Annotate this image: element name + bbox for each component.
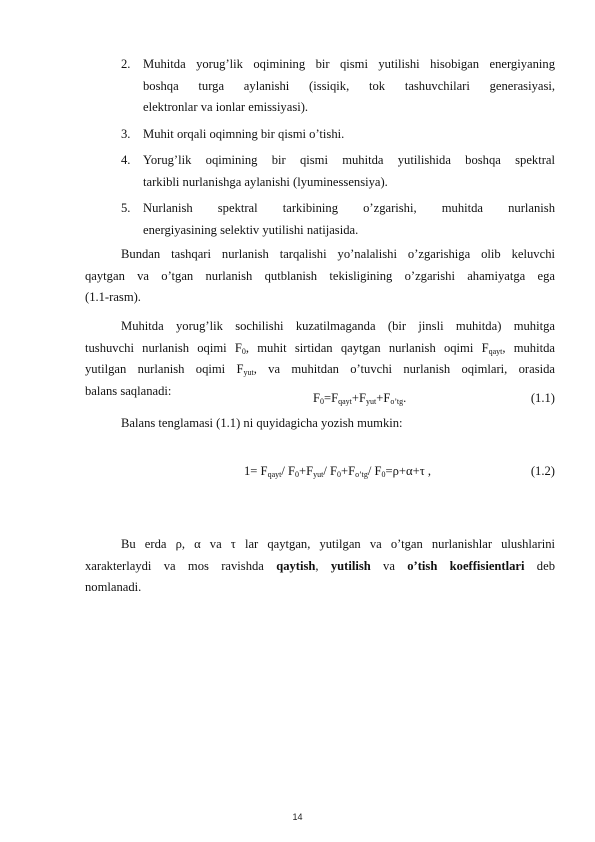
- equation-number: (1.1): [530, 391, 555, 405]
- equation-1-2: $1= F_{qayt}/$ $F_0+F_{yut}/$ $F_0+F_{o’tg}/$ $F_0=\rho+\alpha+\tau$ ,: [244, 464, 432, 479]
- list-line: elektronlar va ionlar emissiyasi).: [143, 100, 309, 115]
- paragraph-line: yutilgan nurlanish oqimi $F_{yut}$, va muhitdan o’tuvchi nurlanish oqimlari, orasida: [85, 362, 556, 378]
- paragraph-line: Muhitda yorug’lik sochilishi kuzatilmaganda (bir jinsli muhitda) muhitga: [121, 319, 555, 333]
- equation-1-1: $F_0=F_{qayt}+F_{yut}+F_{o’tg}$.: [313, 391, 407, 406]
- paragraph-line: tushuvchi nurlanish oqimi $F_0$, muhit sirtidan qaytgan nurlanish oqimi $F_{qayt}$, muhitda: [85, 340, 555, 356]
- list-line: tarkibli nurlanishga aylanishi (lyuminessensiya).: [143, 174, 388, 189]
- paragraph-line: nomlanadi.: [85, 580, 142, 595]
- paragraph-line: qaytgan va o’tgan nurlanish qutblanish tekisligining o’zgarishi ahamiyatga ega: [85, 268, 555, 283]
- paragraph-line: (1.1-rasm).: [85, 290, 141, 305]
- page-number: 14: [292, 812, 303, 822]
- term-qaytish: qaytish: [276, 558, 316, 573]
- paragraph-line: xarakterlaydi va mos ravishda qaytish, yutilish va o’tish koeffisientlari deb: [85, 558, 555, 573]
- paragraph-line: balans saqlanadi:: [85, 383, 172, 398]
- list-number: 5.: [121, 201, 131, 215]
- list-line: Muhit orqali oqimning bir qismi o’tishi.: [143, 127, 345, 141]
- list-line: Yorug’lik oqimining bir qismi muhitda yutilishida boshqa spektral: [143, 153, 555, 167]
- paragraph-line: Bu erda ρ, α va τ lar qaytgan, yutilgan va o’tgan nurlanishlar ulushlarini: [121, 537, 555, 551]
- paragraph: [85, 244, 555, 309]
- list-number: 4.: [121, 153, 131, 167]
- list-line: Nurlanish spektral tarkibining o’zgarishi, muhitda nurlanish: [143, 201, 555, 215]
- list-line: Muhitda yorug’lik oqimining bir qismi yutilishi hisobigan energiyaning: [143, 57, 555, 71]
- equation-number: (1.2): [530, 464, 555, 478]
- list-line: energiyasining selektiv yutilishi natijasida.: [143, 222, 359, 237]
- balans-text: Balans tenglamasi (1.1) ni quyidagicha yozish mumkin:: [121, 416, 403, 430]
- list-line: boshqa turga aylanishi (issiqik, tok tashuvchilari generasiyasi,: [143, 78, 555, 93]
- paragraph-line: Bundan tashqari nurlanish tarqalishi yo’nalalishi o’zgarishiga olib keluvchi: [121, 247, 555, 261]
- term-otish-koeffisientlari: o’tish koeffisientlari: [407, 558, 525, 573]
- list-number: 2.: [121, 57, 131, 71]
- term-yutilish: yutilish: [330, 558, 371, 573]
- paragraph: [85, 534, 555, 599]
- list-number: 3.: [121, 127, 131, 141]
